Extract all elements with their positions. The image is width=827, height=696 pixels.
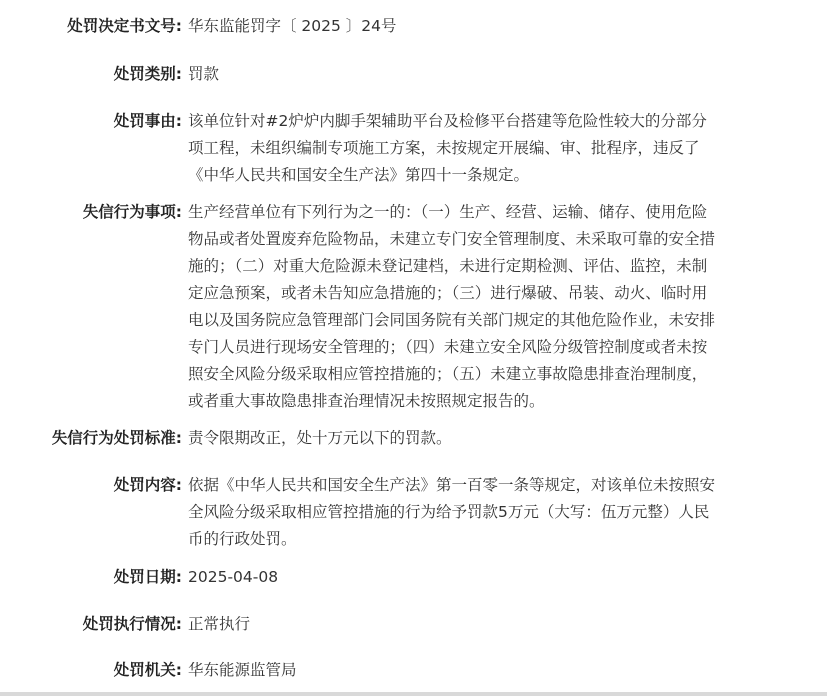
- standard-label: 失信行为处罚标准:: [51, 429, 182, 447]
- execution-value: 正常执行: [188, 615, 251, 633]
- dishonest-items-label: 失信行为事项:: [82, 203, 182, 221]
- date-label: 处罚日期:: [113, 568, 182, 586]
- dishonest-items-value: 生产经营单位有下列行为之一的：（一）生产、经营、运输、储存、使用危险物品或者处置废弃危险物品，未建立专门安全管理制度、未采取可靠的安全措施的；（二）对重大危险源未登记建档，未进行定期检测、评估、监控，未制定应急预案，或者未告知应急措施的；（三）进行爆破、吊装、动火、临时用电以及国务院应急管理部门会同国务院有关部门规定的其他危险作业，未安排专门人员进行现场安全管理的；（四）未建立安全风险分级管控制度或者未按照安全风险分级采取相应管控措施的；（五）未建立事故隐患排查治理制度，或者重大事故隐患排查治理情况未按照规定报告的。: [188, 203, 716, 410]
- execution-label: 处罚执行情况:: [82, 615, 182, 633]
- decision-no-label: 处罚决定书文号:: [67, 17, 182, 35]
- decision-no-value: 华东监能罚字〔 2025 〕24号: [188, 17, 397, 35]
- content-value: 依据《中华人民共和国安全生产法》第一百零一条等规定，对该单位未按照安全风险分级采取相应管控措施的行为给予罚款5万元（大写：伍万元整）人民币的行政处罚。: [188, 476, 716, 548]
- reason-value: 该单位针对#2炉炉内脚手架辅助平台及检修平台搭建等危险性较大的分部分项工程，未组织编制专项施工方案，未按规定开展编、审、批程序，违反了《中华人民共和国安全生产法》第四十一条规定。: [188, 112, 707, 184]
- authority-value: 华东能源监管局: [188, 661, 297, 679]
- category-label: 处罚类别:: [113, 65, 182, 83]
- content-label: 处罚内容:: [113, 476, 182, 494]
- authority-label: 处罚机关:: [113, 661, 182, 679]
- reason-label: 处罚事由:: [113, 112, 182, 130]
- bottom-divider: [0, 692, 827, 696]
- date-value: 2025-04-08: [188, 568, 279, 586]
- category-value: 罚款: [188, 65, 220, 83]
- standard-value: 责令限期改正，处十万元以下的罚款。: [188, 429, 452, 447]
